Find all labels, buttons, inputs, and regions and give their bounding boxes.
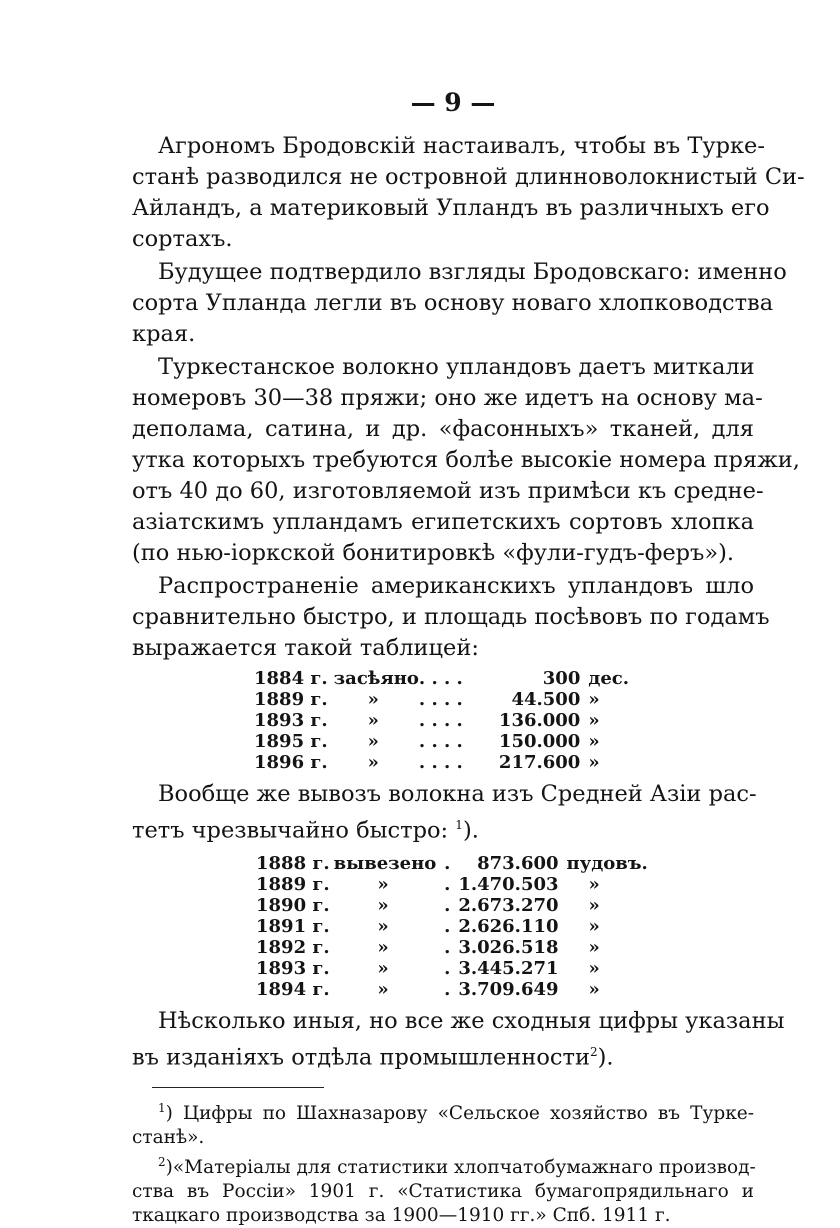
unit-cell: пудовъ. xyxy=(566,852,648,874)
table-row xyxy=(254,668,629,689)
value-cell: 2.626.110 xyxy=(458,915,559,937)
year-cell: 1890 г. xyxy=(256,894,330,916)
text-line: Вообще же вывозъ волокна изъ Средней Азіи рас- xyxy=(158,781,757,807)
dot-cell: . xyxy=(444,852,451,874)
dot-cell: . xyxy=(444,978,451,1000)
table-row xyxy=(256,937,648,958)
text-segment: въ изданіяхъ отдѣла промышленности xyxy=(132,1044,590,1070)
label-cell: » xyxy=(377,894,389,916)
page-number: — 9 — xyxy=(410,88,496,117)
year-cell: 1889 г. xyxy=(254,689,328,710)
text-line: сравнительно быстро, и площадь посѣвовъ по годамъ xyxy=(132,604,770,630)
paragraph-3 xyxy=(132,352,800,569)
value-cell: 300 xyxy=(542,668,581,689)
dot-cell: . xyxy=(444,894,451,916)
text-line: утка которыхъ требуются болѣе высокіе номера пряжи, xyxy=(132,447,800,473)
dot-cell: . xyxy=(444,936,451,958)
dots-cell: . . . . xyxy=(418,752,463,773)
dots-cell: . . . . xyxy=(418,731,463,752)
label-cell: » xyxy=(367,710,379,731)
year-cell: 1894 г. xyxy=(256,978,330,1000)
table-row xyxy=(254,689,629,710)
dot-cell: . xyxy=(444,915,451,937)
year-cell: 1888 г. xyxy=(256,852,330,874)
text-line: выражается такой таблицей: xyxy=(132,635,479,661)
export-table xyxy=(256,853,648,1000)
text-line: отъ 40 до 60, изготовляемой изъ примѣси къ средне- xyxy=(132,478,764,504)
footnote-2 xyxy=(132,1150,754,1228)
unit-cell: » xyxy=(588,957,600,979)
table-row xyxy=(256,895,648,916)
unit-cell: » xyxy=(588,710,600,731)
paragraph-5 xyxy=(132,779,757,847)
text-line xyxy=(132,810,754,847)
text-line: деполама, сатина, и др. «фасонныхъ» тканей, для xyxy=(132,416,754,442)
text-line: Будущее подтвердило взгляды Бродовскаго: именно xyxy=(158,259,787,285)
sown-area-table xyxy=(254,668,629,773)
footnote-mark: 2 xyxy=(158,1155,166,1170)
text-line: азіатскимъ упландамъ египетскихъ сортовъ хлопка xyxy=(132,509,754,535)
label-cell: » xyxy=(377,978,389,1000)
value-cell: 2.673.270 xyxy=(458,894,559,916)
label-cell: » xyxy=(367,752,379,773)
text-line: станѣ разводился не островной длинноволокнистый Си- xyxy=(132,164,805,190)
unit-cell: » xyxy=(588,978,600,1000)
value-cell: 44.500 xyxy=(511,689,581,710)
unit-cell: » xyxy=(588,894,600,916)
table-row xyxy=(254,710,629,731)
unit-cell: » xyxy=(588,689,600,710)
footnote-1 xyxy=(132,1096,754,1150)
table-row xyxy=(254,731,629,752)
label-cell: вывезено xyxy=(333,852,437,874)
footnote-ref: 1 xyxy=(455,818,463,832)
unit-cell: » xyxy=(588,936,600,958)
year-cell: 1892 г. xyxy=(256,936,330,958)
text-segment: )«Матеріалы для статистики хлопчатобумажнаго производ- xyxy=(165,1157,756,1179)
label-cell: » xyxy=(377,873,389,895)
value-cell: 873.600 xyxy=(477,852,559,874)
value-cell: 1.470.503 xyxy=(458,873,559,895)
unit-cell: » xyxy=(588,731,600,752)
dot-cell: . xyxy=(444,873,451,895)
table-row xyxy=(254,752,629,773)
value-cell: 3.709.649 xyxy=(458,978,559,1000)
dots-cell: . . . . xyxy=(418,689,463,710)
text-segment: ). xyxy=(597,1044,614,1070)
text-line: Нѣсколько иныя, но все же сходныя цифры указаны xyxy=(158,1007,785,1034)
text-line: ства въ Россіи» 1901 г. «Статистика бумагопрядильнаго и xyxy=(132,1181,754,1203)
year-cell: 1896 г. xyxy=(254,752,328,773)
value-cell: 3.445.271 xyxy=(458,957,559,979)
text-line: Туркестанское волокно упландовъ даетъ миткали xyxy=(158,354,755,380)
value-cell: 150.000 xyxy=(498,731,581,752)
table-row xyxy=(256,853,648,874)
footnote-separator xyxy=(152,1087,324,1088)
value-cell: 3.026.518 xyxy=(458,936,559,958)
label-cell: » xyxy=(377,957,389,979)
year-cell: 1891 г. xyxy=(256,915,330,937)
text-segment: ). xyxy=(462,817,479,844)
year-cell: 1893 г. xyxy=(256,957,330,979)
text-line: (по нью-іоркской бонитировкѣ «фули-гудъ-феръ»). xyxy=(132,540,735,566)
footnote-ref: 2 xyxy=(589,1044,598,1059)
dots-cell: . . . . xyxy=(418,710,463,731)
year-cell: 1889 г. xyxy=(256,873,330,895)
label-cell: » xyxy=(377,936,389,958)
footnote-mark: 1 xyxy=(158,1101,166,1115)
text-line xyxy=(132,1037,754,1074)
text-line: ткацкаго производства за 1900—1910 гг.» Спб. 1911 г. xyxy=(132,1205,671,1227)
unit-cell: » xyxy=(588,915,600,937)
label-cell: » xyxy=(367,689,379,710)
year-cell: 1884 г. xyxy=(254,668,328,689)
dot-cell: . xyxy=(444,957,451,979)
unit-cell: дес. xyxy=(588,668,630,689)
table-row xyxy=(256,958,648,979)
label-cell: » xyxy=(377,915,389,937)
text-line: сорта Упланда легли въ основу новаго хлопководства xyxy=(132,290,774,316)
book-page xyxy=(132,88,805,1228)
paragraph-4 xyxy=(132,571,770,664)
text-line: станѣ». xyxy=(132,1127,205,1149)
text-line: Айландъ, а материковый Упландъ въ различныхъ его xyxy=(132,195,770,221)
text-line: Распространеніе американскихъ упландовъ шло xyxy=(158,573,754,599)
text-line: Агрономъ Бродовскій настаивалъ, чтобы въ Турке- xyxy=(158,133,765,159)
year-cell: 1893 г. xyxy=(254,710,328,731)
value-cell: 217.600 xyxy=(498,752,581,773)
text-line: края. xyxy=(132,321,196,347)
value-cell: 136.000 xyxy=(498,710,581,731)
paragraph-2 xyxy=(132,257,787,350)
table-row xyxy=(256,979,648,1000)
dots-cell: . . . . xyxy=(418,668,463,689)
paragraph-6 xyxy=(132,1006,785,1074)
text-segment: тетъ чрезвычайно быстро: xyxy=(132,817,449,844)
table-row xyxy=(256,916,648,937)
year-cell: 1895 г. xyxy=(254,731,328,752)
label-cell: » xyxy=(367,731,379,752)
text-segment: ) Цифры по Шахназарову «Сельское хозяйство въ Турке- xyxy=(165,1103,754,1125)
text-line: номеровъ 30—38 пряжи; оно же идетъ на основу ма- xyxy=(132,385,763,411)
label-cell: засѣяно xyxy=(333,668,419,689)
text-line xyxy=(132,1096,754,1126)
unit-cell: » xyxy=(588,752,600,773)
paragraph-1 xyxy=(132,131,805,255)
text-line: сортахъ. xyxy=(132,226,233,252)
unit-cell: » xyxy=(588,873,600,895)
table-row xyxy=(256,874,648,895)
text-line xyxy=(132,1150,754,1180)
